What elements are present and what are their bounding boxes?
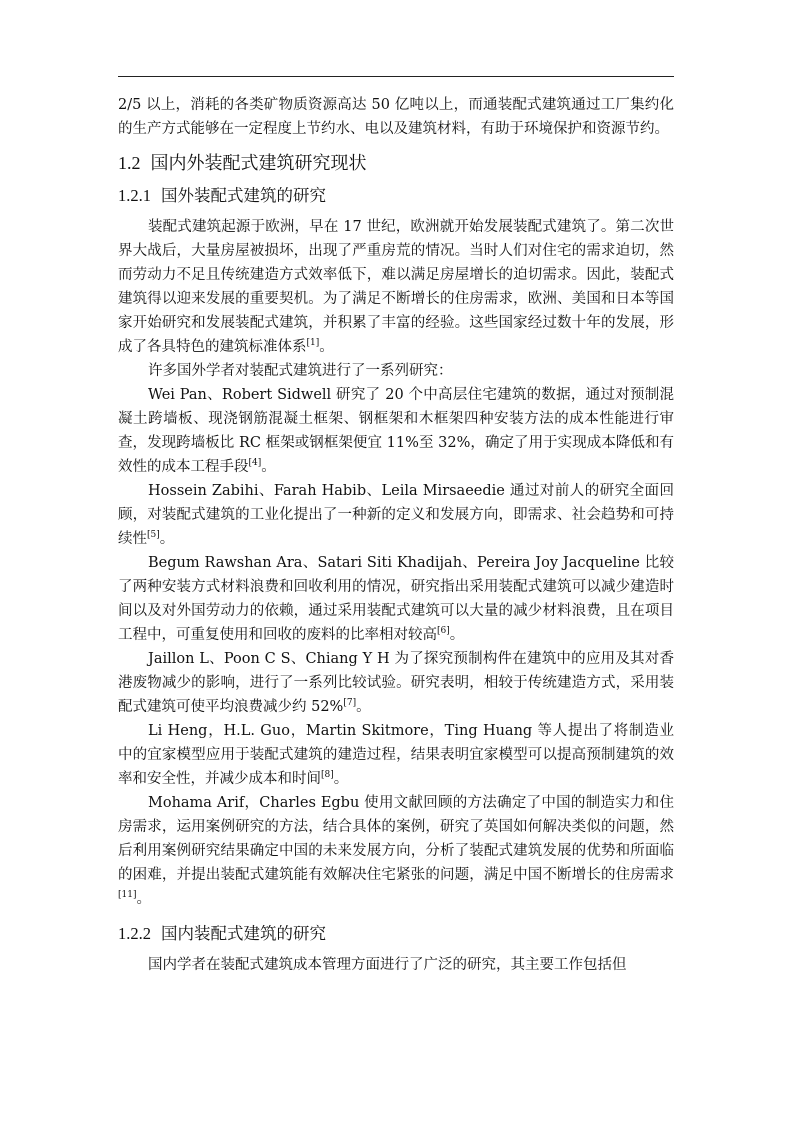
- subsection-title: 国外装配式建筑的研究: [161, 186, 326, 205]
- paragraph-li-heng: [118, 719, 674, 791]
- section-number: 1.2: [118, 153, 141, 173]
- citation: [7]: [343, 698, 357, 708]
- paragraph-tail: 。: [449, 627, 465, 643]
- paragraph-tail: 。: [136, 891, 151, 907]
- paragraph-zabihi: [118, 479, 674, 551]
- paragraph-text: Li Heng，H.L. Guo，Martin Skitmore，Ting Huang 等人提出了将制造业中的宜家模型应用于装配式建筑的建造过程，结果表明宜家模型可以提高预制建筑的效率和安全性，并减少成本和时间: [118, 723, 674, 787]
- paragraph-tail: 。: [261, 459, 276, 475]
- paragraph-text: Mohama Arif，Charles Egbu 使用文献回顾的方法确定了中国的制造实力和住房需求，运用案例研究的方法，结合具体的案例，研究了英国如何解决类似的问题，然后利用案例研究结果确定中国的未来发展方向，分析了装配式建筑发展的优势和所面临的困难，并提出装配式建筑能有效解决住宅紧张的问题，满足中国不断增长的住房需求: [118, 795, 674, 883]
- paragraph-domestic: 国内学者在装配式建筑成本管理方面进行了广泛的研究，其主要工作包括但: [148, 957, 627, 973]
- paragraph-jaillon: [118, 647, 674, 719]
- citation: [8]: [321, 770, 334, 780]
- subsection-heading-1-2-2: [118, 922, 674, 946]
- paragraph-text: Begum Rawshan Ara、Satari Siti Khadijah、Pereira Joy Jacqueline 比较了两种安装方式材料浪费和回收利用的情况，研究指出采用装配式建筑可以减少建造时间以及对外国劳动力的依赖，通过采用装配式建筑可以大量的减少材料浪费，且在项目工程中，可重复使用和回收的废料的比率相对较高: [118, 555, 674, 643]
- subsection-number: 1.2.2: [118, 924, 151, 943]
- paragraph-text: 装配式建筑起源于欧洲，早在 17 世纪，欧洲就开始发展装配式建筑了。第二次世界大战后，大量房屋被损坏，出现了严重房荒的情况。当时人们对住宅的需求迫切，然而劳动力不足且传统建造方式效率低下，难以满足房屋增长的迫切需求。因此，装配式建筑得以迎来发展的重要契机。为了满足不断增长的住房需求，欧洲、美国和日本等国家开始研究和发展装配式建筑，并积累了丰富的经验。这些国家经过数十年的发展，形成了各具特色的建筑标准体系: [118, 219, 674, 355]
- section-title: 国内外装配式建筑研究现状: [150, 153, 367, 174]
- citation: [11]: [118, 890, 137, 900]
- intro-paragraph: 2/5 以上，消耗的各类矿物质资源高达 50 亿吨以上，而通装配式建筑通过工厂集约化的生产方式能够在一定程度上节约水、电以及建筑材料，有助于环境保护和资源节约。: [118, 97, 674, 137]
- subsection-number: 1.2.1: [118, 186, 151, 205]
- citation: [5]: [147, 530, 160, 540]
- paragraph-text: 许多国外学者对装配式建筑进行了一系列研究：: [148, 363, 453, 379]
- citation: [4]: [248, 458, 262, 468]
- paragraph-text: Hossein Zabihi、Farah Habib、Leila Mirsaeedie 通过对前人的研究全面回顾，对装配式建筑的工业化提出了一种新的定义和发展方向，即需求、社会趋势和可持续性: [118, 483, 674, 547]
- subsection-heading-1-2-1: [118, 184, 674, 208]
- citation: [1]: [306, 338, 320, 348]
- subsection-title: 国内装配式建筑的研究: [161, 924, 326, 943]
- paragraph-arif: [118, 791, 674, 911]
- paragraph-begum: [118, 551, 674, 647]
- citation: [6]: [437, 626, 450, 636]
- paragraph-tail: 。: [356, 699, 371, 715]
- paragraph-text: Jaillon L、Poon C S、Chiang Y H 为了探究预制构件在建筑中的应用及其对香港废物减少的影响，进行了一系列比较试验。研究表明，相较于传统建造方式，采用装配式建筑可使平均浪费减少约 52%: [118, 651, 674, 715]
- paragraph-text: Wei Pan、Robert Sidwell 研究了 20 个中高层住宅建筑的数据，通过对预制混凝土跨墙板、现浇钢筋混凝土框架、钢框架和木框架四种安装方法的成本性能进行审查，发现跨墙板比 RC 框架或钢框架便宜 11%至 32%，确定了用于实现成本降低和有效性的成本工程手段: [118, 387, 674, 475]
- paragraph-tail: 。: [159, 531, 175, 547]
- header-rule: [118, 76, 674, 77]
- paragraph-intro-list: [118, 359, 674, 383]
- section-heading-1-2: [118, 150, 674, 177]
- document-body: [118, 93, 674, 977]
- paragraph-tail: 。: [319, 339, 334, 355]
- paragraph-wei-pan: [118, 383, 674, 479]
- paragraph-tail: 。: [333, 771, 349, 787]
- paragraph-origin: [118, 215, 674, 359]
